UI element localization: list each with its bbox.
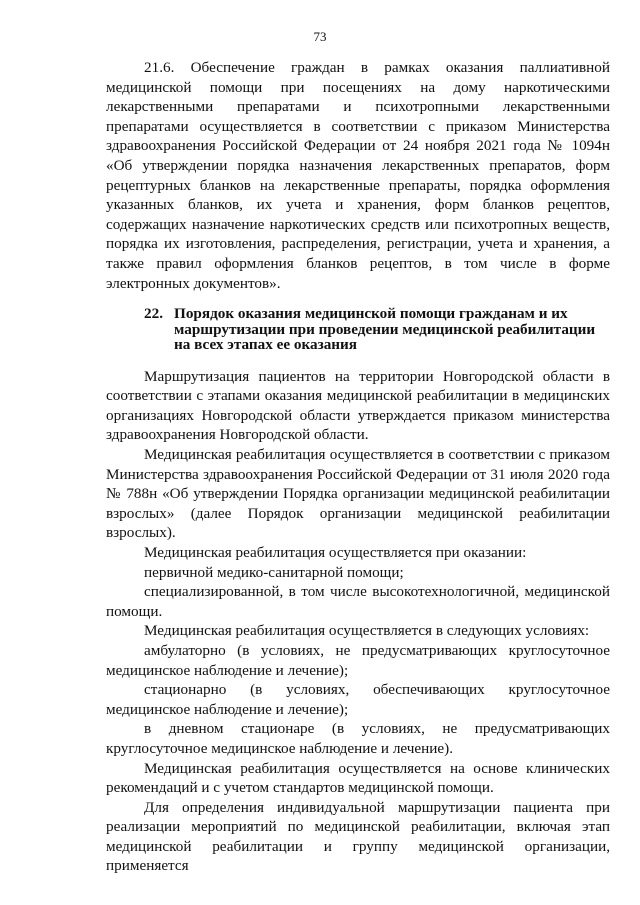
paragraph-21-6: 21.6. Обеспечение граждан в рамках оказания паллиативной медицинской помощи при посещениях на дому наркотическими лекарственными препаратами и психотропными лекарственными препаратами осуществляется в соответствии с приказом Министерства здравоохранения Российской Федерации от 24 ноября 2021 года № 1094н «Об утверждении порядка назначения лекарственных препаратов, форм рецептурных бланков на лекарственные препараты, порядка оформления указанных бланков, их учета и хранения, форм бланков рецептов, содержащих назначение наркотических средств или психотропных веществ, порядка их изготовления, распределения, регистрации, учета и хранения, а также правил оформления бланков рецептов, в том числе в форме электронных документов». (106, 59, 610, 292)
paragraph: Медицинская реабилитация осуществляется при оказании: (144, 543, 527, 561)
list-item: стационарно (в условиях, обеспечивающих круглосуточное медицинское наблюдение и лечение); (106, 681, 610, 718)
section-title: Порядок оказания медицинской помощи гражданам и их маршрутизации при проведении медицинской реабилитации на всех этапах ее оказания (174, 305, 596, 354)
paragraph: Маршрутизация пациентов на территории Новгородской области в соответствии с этапами оказания медицинской реабилитации в медицинских организациях Новгородской области утверждается приказом министерства здравоохранения Новгородской области. (106, 367, 610, 444)
paragraph: Медицинская реабилитация осуществляется в соответствии с приказом Министерства здравоохранения Российской Федерации от 31 июля 2020 года № 788н «Об утверждении Порядка организации медицинской реабилитации взрослых» (далее Порядок организации медицинской реабилитации взрослых). (106, 446, 610, 542)
page-content (106, 58, 610, 876)
list-item: первичной медико-санитарной помощи; (144, 563, 404, 581)
paragraph: Медицинская реабилитация осуществляется на основе клинических рекомендаций и с учетом стандартов медицинской помощи. (106, 759, 610, 797)
list-item: амбулаторно (в условиях, не предусматривающих круглосуточное медицинское наблюдение и лечение); (106, 641, 610, 679)
list-item: в дневном стационаре (в условиях, не предусматривающих круглосуточное медицинское наблюдение и лечение). (106, 720, 610, 757)
page-number: 73 (313, 29, 327, 44)
paragraph: Для определения индивидуальной маршрутизации пациента при реализации мероприятий по медицинской реабилитации, включая этап медицинской реабилитации и группу медицинской организации, применяется (106, 798, 610, 875)
list-item: специализированной, в том числе высокотехнологичной, медицинской помощи. (106, 583, 610, 620)
section-heading (106, 306, 610, 353)
section-number: 22. (144, 305, 163, 323)
paragraph: Медицинская реабилитация осуществляется в следующих условиях: (144, 622, 590, 640)
